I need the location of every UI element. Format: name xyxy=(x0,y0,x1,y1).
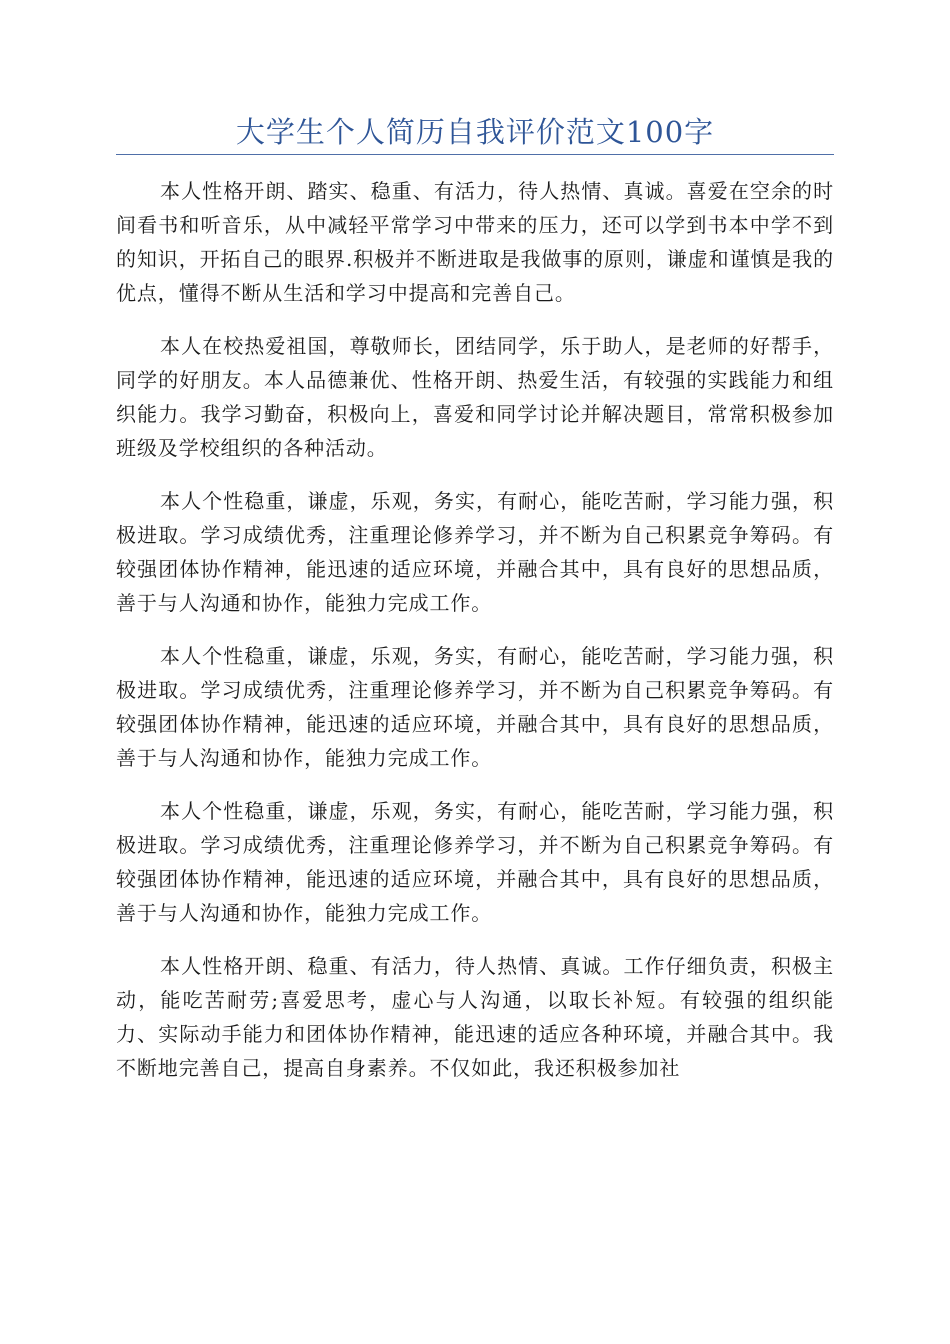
document-title: 大学生个人简历自我评价范文100字 xyxy=(235,115,715,149)
paragraph-5: 本人个性稳重，谦虚，乐观，务实，有耐心，能吃苦耐，学习能力强，积极进取。学习成绩优秀，注重理论修养学习，并不断为自己积累竞争筹码。有较强团体协作精神，能迅速的适应环境，并融合其中，具有良好的思想品质，善于与人沟通和协作，能独力完成工作。 xyxy=(116,799,834,925)
paragraph-6: 本人性格开朗、稳重、有活力，待人热情、真诚。工作仔细负责，积极主动，能吃苦耐劳;喜爱思考，虚心与人沟通，以取长补短。有较强的组织能力、实际动手能力和团体协作精神，能迅速的适应各种环境，并融合其中。我不断地完善自己，提高自身素养。不仅如此，我还积极参加社 xyxy=(116,954,834,1080)
paragraph-1: 本人性格开朗、踏实、稳重、有活力，待人热情、真诚。喜爱在空余的时间看书和听音乐，从中减轻平常学习中带来的压力，还可以学到书本中学不到的知识，开拓自己的眼界.积极并不断进取是我做事的原则，谦虚和谨慎是我的优点，懂得不断从生活和学习中提高和完善自己。 xyxy=(116,179,834,305)
title-underline xyxy=(116,154,834,155)
document-body xyxy=(116,174,834,1104)
paragraph-3: 本人个性稳重，谦虚，乐观，务实，有耐心，能吃苦耐，学习能力强，积极进取。学习成绩优秀，注重理论修养学习，并不断为自己积累竞争筹码。有较强团体协作精神，能迅速的适应环境，并融合其中，具有良好的思想品质，善于与人沟通和协作，能独力完成工作。 xyxy=(116,489,834,615)
paragraph-4: 本人个性稳重，谦虚，乐观，务实，有耐心，能吃苦耐，学习能力强，积极进取。学习成绩优秀，注重理论修养学习，并不断为自己积累竞争筹码。有较强团体协作精神，能迅速的适应环境，并融合其中，具有良好的思想品质，善于与人沟通和协作，能独力完成工作。 xyxy=(116,644,834,770)
paragraph-2: 本人在校热爱祖国，尊敬师长，团结同学，乐于助人，是老师的好帮手，同学的好朋友。本人品德兼优、性格开朗、热爱生活，有较强的实践能力和组织能力。我学习勤奋，积极向上，喜爱和同学讨论并解决题目，常常积极参加班级及学校组织的各种活动。 xyxy=(116,334,834,460)
